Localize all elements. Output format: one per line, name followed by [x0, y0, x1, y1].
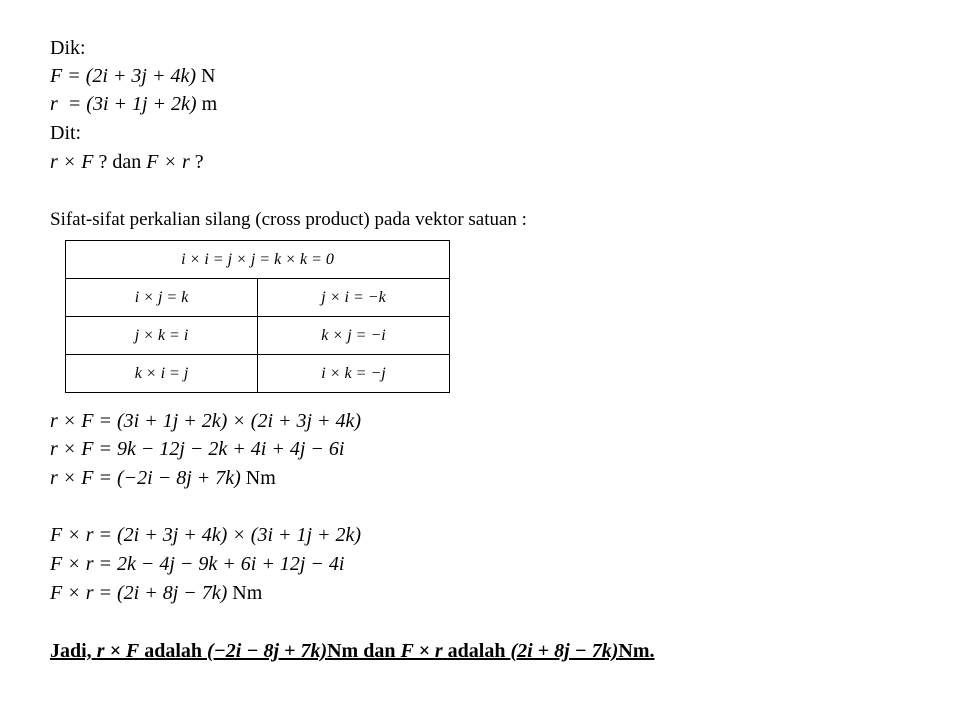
conclusion-expr-1: r × F — [96, 640, 140, 662]
position-unit: m — [201, 93, 218, 115]
force-expression: F = (2i + 3j + 4k) — [50, 65, 197, 87]
conclusion-line — [50, 639, 655, 663]
given-force-line — [50, 64, 215, 88]
table-cell: i × j = k — [66, 279, 258, 317]
table-row — [66, 279, 450, 317]
conclusion-unit-1: Nm dan — [327, 640, 396, 662]
rxf-unit: Nm — [245, 467, 276, 489]
fxr-unit: Nm — [232, 582, 263, 604]
fxr-step-2: F × r = 2k − 4j − 9k + 6i + 12j − 4i — [50, 553, 345, 575]
rxf-step-1: r × F = (3i + 1j + 2k) × (2i + 3j + 4k) — [50, 410, 362, 432]
table-row — [66, 355, 450, 393]
position-expression: r = (3i + 1j + 2k) — [50, 93, 197, 115]
table-header-cell: i × i = j × j = k × k = 0 — [66, 241, 450, 279]
conclusion-unit-2: Nm. — [618, 640, 655, 662]
asked-heading: Dit: — [50, 122, 82, 144]
fxr-step-3: F × r = (2i + 8j − 7k) — [50, 582, 228, 604]
asked-tail: ? — [194, 151, 204, 173]
given-position-line — [50, 92, 217, 116]
table-row — [66, 317, 450, 355]
rxf-step-3-line — [50, 466, 276, 490]
table-header-row — [66, 241, 450, 279]
asked-line — [50, 150, 204, 174]
properties-intro: Sifat-sifat perkalian silang (cross product) pada vektor satuan : — [50, 209, 527, 230]
force-unit: N — [201, 65, 216, 87]
conclusion-word-2: adalah — [447, 640, 506, 662]
cross-product-table — [65, 240, 450, 393]
conclusion-value-2: (2i + 8j − 7k) — [510, 640, 619, 662]
asked-joiner: ? dan — [98, 151, 142, 173]
table-cell: j × i = −k — [258, 279, 450, 317]
conclusion-word-1: adalah — [144, 640, 203, 662]
table-cell: i × k = −j — [258, 355, 450, 393]
asked-expr-b: F × r — [146, 151, 190, 173]
fxr-step-3-line — [50, 581, 262, 605]
asked-expr-a: r × F — [50, 151, 94, 173]
table-cell: k × i = j — [66, 355, 258, 393]
conclusion-value-1: (−2i − 8j + 7k) — [207, 640, 328, 662]
conclusion-expr-2: F × r — [400, 640, 443, 662]
table-cell: k × j = −i — [258, 317, 450, 355]
table-cell: j × k = i — [66, 317, 258, 355]
fxr-step-1: F × r = (2i + 3j + 4k) × (3i + 1j + 2k) — [50, 524, 362, 546]
rxf-step-2: r × F = 9k − 12j − 2k + 4i + 4j − 6i — [50, 438, 345, 460]
given-heading: Dik: — [50, 37, 86, 59]
conclusion-prefix: Jadi, — [50, 640, 92, 662]
rxf-step-3: r × F = (−2i − 8j + 7k) — [50, 467, 241, 489]
